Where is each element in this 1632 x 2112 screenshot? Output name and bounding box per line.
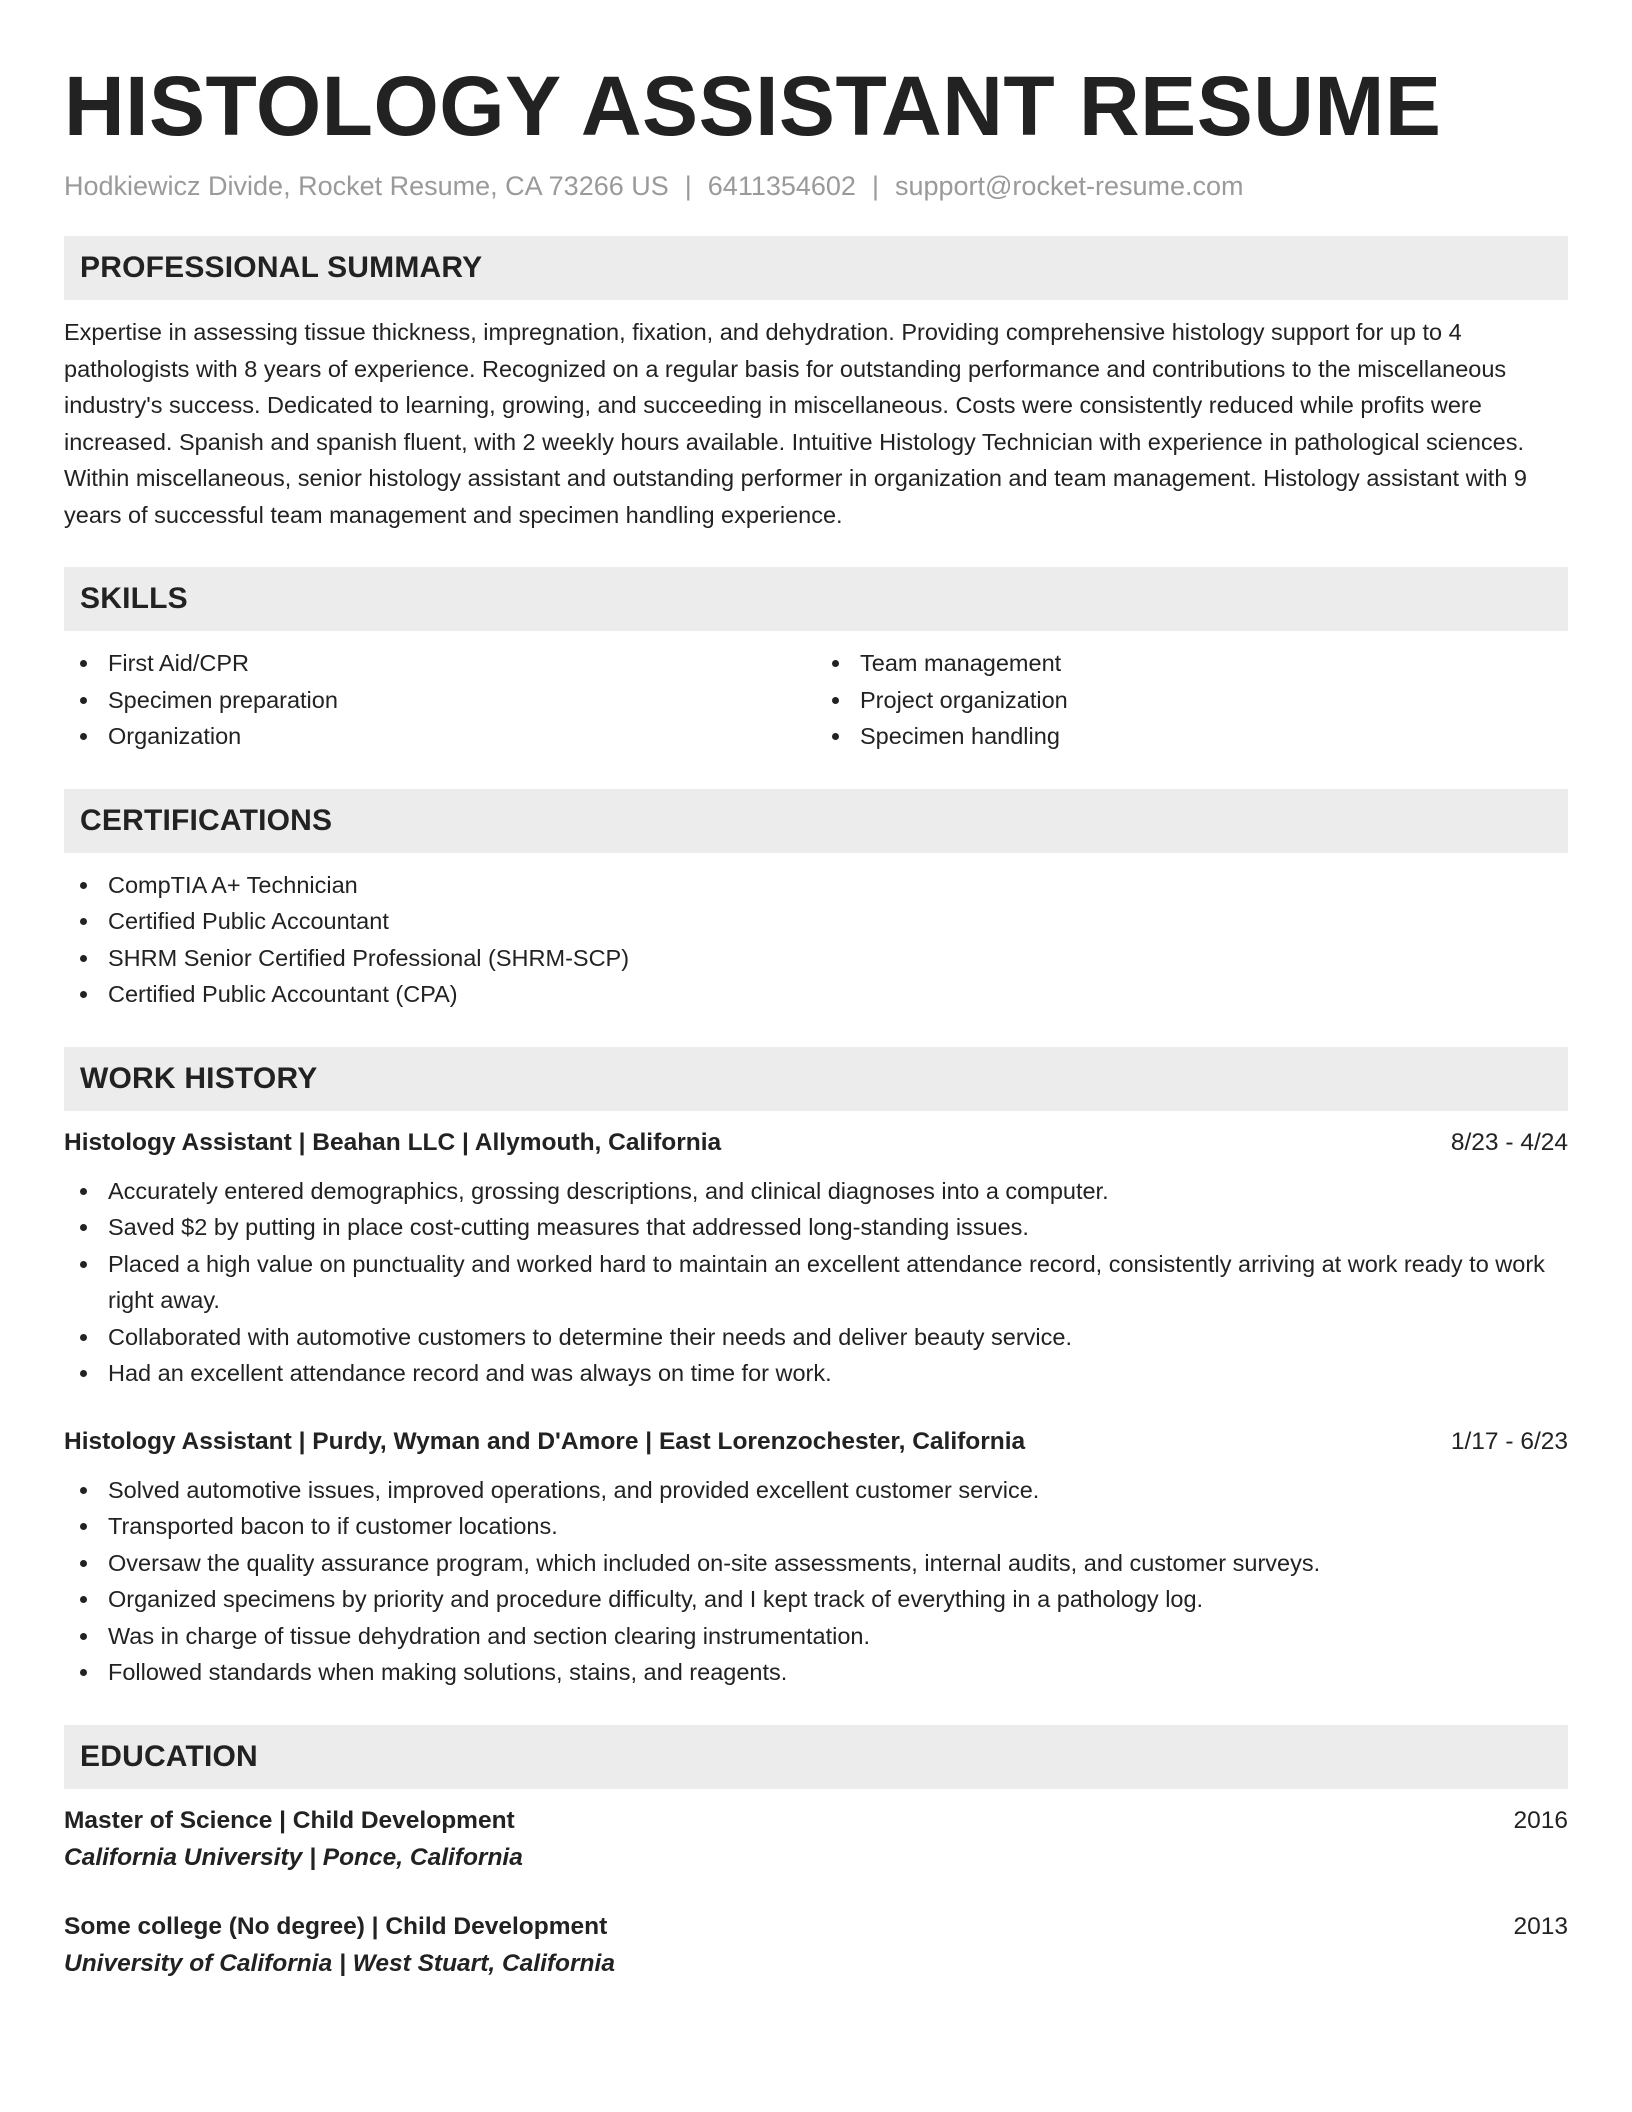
certification-item: Certified Public Accountant <box>64 903 1568 940</box>
job-title: Histology Assistant | Purdy, Wyman and D'Amore | East Lorenzochester, California <box>64 1427 1026 1455</box>
certifications-list <box>64 867 1568 1013</box>
job-entry <box>64 1125 1568 1392</box>
education-school: California University | Ponce, California <box>64 1843 523 1871</box>
contact-separator: | <box>871 171 879 201</box>
section-certifications <box>64 789 1568 1013</box>
section-education <box>64 1725 1568 1983</box>
job-bullet: Saved $2 by putting in place cost-cutting measures that addressed long-standing issues. <box>64 1209 1568 1246</box>
section-title: WORK HISTORY <box>80 1061 318 1095</box>
section-professional-summary <box>64 236 1568 533</box>
contact-phone: 6411354602 <box>707 171 856 201</box>
job-bullet: Placed a high value on punctuality and worked hard to maintain an excellent attendance record, consistently arriving at work ready to work right away. <box>64 1246 1568 1319</box>
education-school: University of California | West Stuart, California <box>64 1949 615 1977</box>
skills-columns <box>64 645 1568 755</box>
job-bullet: Oversaw the quality assurance program, which included on-site assessments, internal audits, and customer surveys. <box>64 1545 1568 1582</box>
skill-item: Specimen handling <box>816 718 1568 755</box>
section-header <box>64 567 1568 631</box>
job-bullet: Transported bacon to if customer locations. <box>64 1508 1568 1545</box>
section-title: PROFESSIONAL SUMMARY <box>80 251 483 285</box>
skill-item: Project organization <box>816 682 1568 719</box>
job-bullets <box>64 1472 1568 1691</box>
job-bullet: Was in charge of tissue dehydration and section clearing instrumentation. <box>64 1618 1568 1655</box>
job-bullet: Accurately entered demographics, grossing descriptions, and clinical diagnoses into a computer. <box>64 1173 1568 1210</box>
skill-item: First Aid/CPR <box>64 645 816 682</box>
job-bullets <box>64 1173 1568 1392</box>
job-bullet: Organized specimens by priority and procedure difficulty, and I kept track of everything in a pathology log. <box>64 1581 1568 1618</box>
certification-item: Certified Public Accountant (CPA) <box>64 976 1568 1013</box>
job-bullet: Followed standards when making solutions, stains, and reagents. <box>64 1654 1568 1691</box>
education-header <box>64 1803 1568 1839</box>
education-header <box>64 1909 1568 1945</box>
contact-separator: | <box>684 171 692 201</box>
job-dates: 1/17 - 6/23 <box>1450 1427 1568 1455</box>
education-year: 2013 <box>1513 1912 1568 1940</box>
section-header <box>64 1047 1568 1111</box>
section-header <box>64 236 1568 300</box>
contact-email: support@rocket-resume.com <box>894 171 1244 201</box>
contact-address: Hodkiewicz Divide, Rocket Resume, CA 73266 US <box>64 171 669 201</box>
skill-item: Organization <box>64 718 816 755</box>
job-header <box>64 1424 1568 1460</box>
summary-text: Expertise in assessing tissue thickness, impregnation, fixation, and dehydration. Providing comprehensive histology support for up to 4 pathologists with 8 years of experience. Recognized on a regular basis for outstanding performance and contributions to the miscellaneous industry's success. Dedicated to learning, growing, and succeeding in miscellaneous. Costs were consistently reduced while profits were increased. Spanish and spanish fluent, with 2 weekly hours available. Intuitive Histology Technician with experience in pathological sciences. Within miscellaneous, senior histology assistant and outstanding performer in organization and team management. Histology assistant with 9 years of successful team management and specimen handling experience. <box>64 319 1527 528</box>
section-header <box>64 789 1568 853</box>
section-title: CERTIFICATIONS <box>80 803 333 837</box>
resume-title: HISTOLOGY ASSISTANT RESUME <box>64 59 1442 153</box>
section-header <box>64 1725 1568 1789</box>
contact-line <box>64 170 1568 202</box>
section-title: EDUCATION <box>80 1739 258 1773</box>
section-title: SKILLS <box>80 582 188 616</box>
job-entry <box>64 1424 1568 1691</box>
education-degree: Some college (No degree) | Child Development <box>64 1912 608 1940</box>
education-entry <box>64 1803 1568 1877</box>
job-bullet: Had an excellent attendance record and was always on time for work. <box>64 1355 1568 1392</box>
skills-list-left <box>64 645 816 755</box>
job-dates: 8/23 - 4/24 <box>1450 1128 1568 1156</box>
job-bullet: Collaborated with automotive customers to determine their needs and deliver beauty service. <box>64 1319 1568 1356</box>
skill-item: Specimen preparation <box>64 682 816 719</box>
section-skills <box>64 567 1568 755</box>
education-year: 2016 <box>1513 1806 1568 1834</box>
job-title: Histology Assistant | Beahan LLC | Allymouth, California <box>64 1128 722 1156</box>
job-bullet: Solved automotive issues, improved operations, and provided excellent customer service. <box>64 1472 1568 1509</box>
skills-list-right <box>816 645 1568 755</box>
section-work-history <box>64 1047 1568 1691</box>
certification-item: CompTIA A+ Technician <box>64 867 1568 904</box>
education-degree: Master of Science | Child Development <box>64 1806 515 1834</box>
skill-item: Team management <box>816 645 1568 682</box>
education-entry <box>64 1909 1568 1983</box>
job-header <box>64 1125 1568 1161</box>
certification-item: SHRM Senior Certified Professional (SHRM-SCP) <box>64 940 1568 977</box>
